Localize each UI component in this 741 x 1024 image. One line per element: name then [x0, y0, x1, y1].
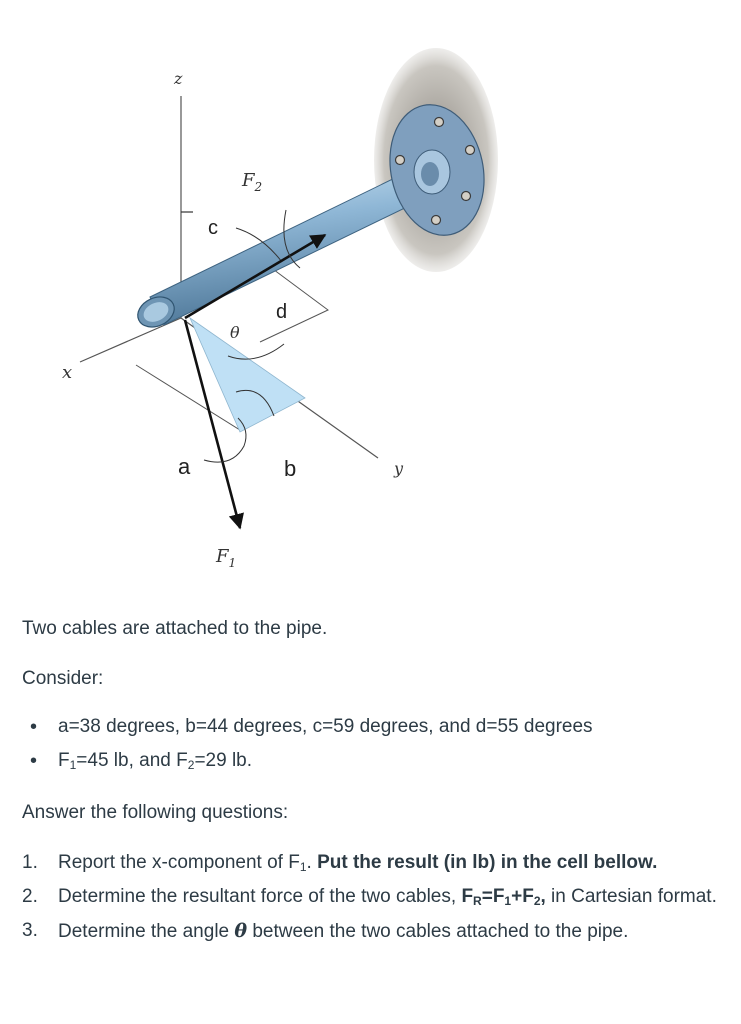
angle-d-label: d — [276, 301, 288, 323]
subscript: 1 — [299, 860, 307, 874]
questions-list — [22, 846, 734, 949]
given-values-list — [22, 710, 722, 778]
question-1-instruction: Put the result (in lb) in the cell bellow. — [317, 852, 658, 873]
angles-given: a=38 degrees, b=44 degrees, c=59 degrees, and d=55 degrees — [58, 716, 593, 737]
intro-text: Two cables are attached to the pipe. — [22, 618, 328, 639]
period: . — [306, 852, 318, 873]
forces-given-end: =29 lb. — [194, 750, 253, 771]
list-item — [22, 710, 722, 744]
f2-label: $F_2$ — [242, 170, 263, 194]
forces-given-text: =45 lb, and F — [76, 750, 188, 771]
y-axis-label: y — [394, 459, 404, 478]
bolt-icon — [396, 156, 405, 165]
list-item — [22, 846, 734, 880]
answer-heading: Answer the following questions: — [22, 802, 289, 823]
subscript: 1 — [69, 758, 77, 772]
force-f1-symbol: F — [58, 750, 70, 771]
f1-label: $F_1$ — [216, 546, 237, 570]
angle-b-label: b — [284, 456, 297, 481]
z-axis-label: z — [174, 69, 183, 88]
force-plane-triangle — [190, 318, 305, 432]
bolt-icon — [462, 192, 471, 201]
list-item — [22, 880, 734, 914]
question-number: 1. — [22, 852, 38, 873]
angle-theta-label: θ — [230, 323, 240, 342]
question-3-tail: between the two cables attached to the pipe. — [247, 921, 629, 942]
flange-hub-inner — [421, 162, 439, 186]
question-1-text: Report the x-component of F — [58, 852, 300, 873]
bolt-icon — [432, 216, 441, 225]
subscript: 2 — [187, 758, 195, 772]
question-2-text: Determine the resultant force of the two cables, — [58, 886, 462, 907]
bolt-icon — [466, 146, 475, 155]
consider-heading: Consider: — [22, 668, 104, 689]
question-number: 2. — [22, 886, 38, 907]
angle-a-label: a — [178, 454, 191, 479]
question-2-tail: in Cartesian format. — [545, 886, 717, 907]
question-3-text: Determine the angle — [58, 921, 235, 942]
resultant-equation: $F_R=F_1+F_2$, — [461, 886, 546, 908]
list-item — [22, 914, 734, 949]
angle-c-label: c — [208, 217, 218, 239]
bolt-icon — [435, 118, 444, 127]
question-number: 3. — [22, 920, 38, 941]
x-axis-label: x — [62, 362, 73, 383]
list-item — [22, 744, 722, 778]
theta-symbol: θ — [234, 920, 248, 942]
